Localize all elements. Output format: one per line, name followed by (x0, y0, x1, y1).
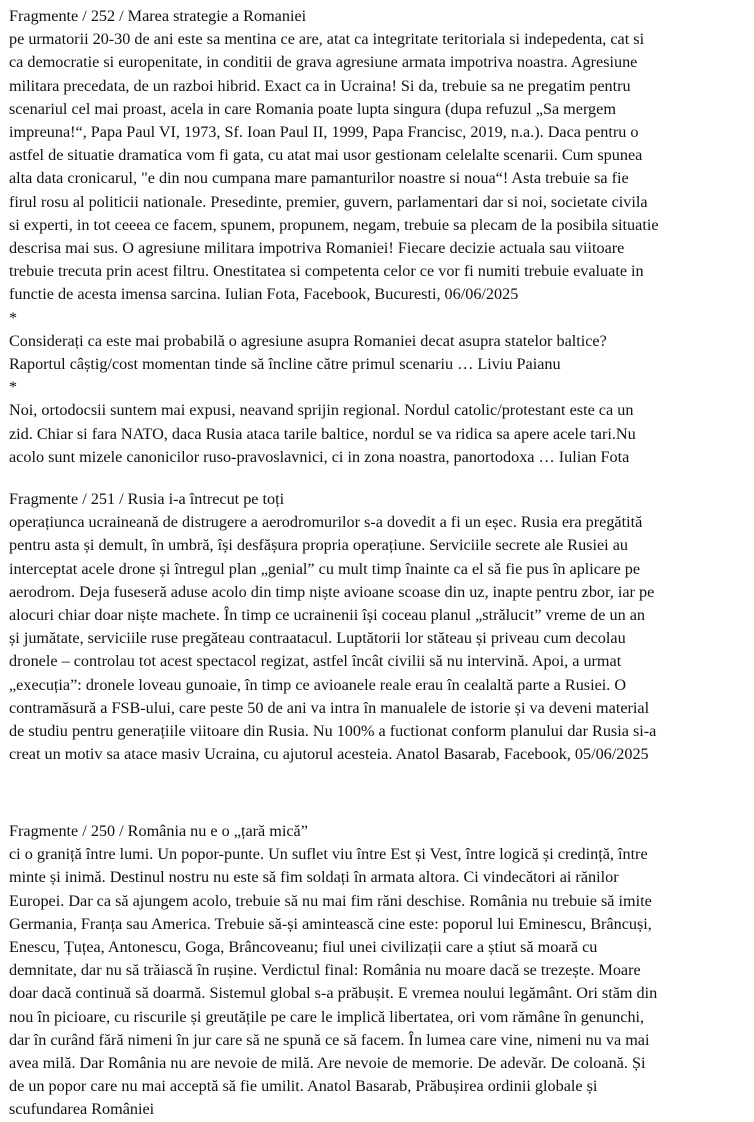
text-line: ci o graniță între lumi. Un popor-punte. Un suflet viu între Est și Vest, între logică și credință, între (9, 845, 648, 864)
fragment-title: Fragmente / 251 / Rusia i-a întrecut pe toți (9, 490, 285, 508)
fragment-title: Fragmente / 252 / Marea strategie a Romaniei (9, 7, 307, 25)
text-line: interceptat acele drone și întregul plan „genial” cu mult timp înainte ca el să fie pus în aplicare pe (9, 559, 641, 578)
text-line: Noi, ortodocsii suntem mai expusi, neavand sprijin regional. Nordul catolic/protestant este ca un (9, 401, 634, 420)
text-line: functie de acesta imensa sarcina. Iulian Fota, Facebook, Bucuresti, 06/06/2025 (9, 285, 519, 304)
text-line: pe urmatorii 20-30 de ani este sa mentina ce are, atat ca integritate teritoriala si indepedenta, cat si (9, 30, 645, 49)
text-line: zid. Chiar si fara NATO, daca Rusia ataca tarile baltice, nordul se va ridica sa apere acele tari.Nu (9, 424, 636, 443)
text-line: Germania, Franța sau America. Trebuie să-și amintească cine este: poporul lui Eminescu, Brâncuși, (9, 914, 652, 933)
fragment-252 (9, 5, 751, 469)
text-line: și jumătate, serviciile ruse pregăteau contraatacul. Luptătorii lor stăteau și priveau cum decolau (9, 629, 626, 648)
text-line: firul rosu al politicii nationale. Presedinte, premier, guvern, parlamentari dar si noi, societate civila (9, 192, 648, 211)
text-line: scenariul cel mai proast, acela in care Romania poate lupta singura (dupa refuzul „Sa mergem (9, 99, 616, 118)
text-line: pentru asta și demult, în umbră, își desfășura propria operațiune. Serviciile secrete ale Rusiei au (9, 536, 628, 555)
text-line: militara precedata, de un razboi hibrid. Exact ca in Ucraina! Si da, trebuie sa ne pregatim pentru (9, 76, 631, 95)
text-line: alta data cronicarul, "e din nou cumpana mare pamanturilor noastre si noua“! Asta trebuie sa fie (9, 169, 629, 188)
fragment-251 (9, 488, 751, 766)
text-line: demnitate, dar nu să trăiască în rușine. Verdictul final: România nu moare dacă se trezește. Moare (9, 961, 641, 980)
text-line: dar în curând fără nimeni în jur care să ne spună ce să facem. În lumea care vine, nimeni nu va mai (9, 1030, 650, 1049)
text-line: doar dacă continuă să doarmă. Sistemul global s-a prăbușit. E vremea noului legământ. Ori stăm din (9, 984, 658, 1003)
text-line: nou în picioare, cu riscurile și greutățile pe care le implică libertatea, ori vom rămâne în genunchi, (9, 1007, 645, 1026)
text-line: de studiu pentru generațiile viitoare din Rusia. Nu 100% a fuctionat conform planului dar Rusia si-a (9, 722, 657, 741)
text-line: creat un motiv sa atace masiv Ucraina, cu ajutorul acesteia. Anatol Basarab, Facebook, 05/06/2025 (9, 745, 649, 764)
text-line: Enescu, Țuțea, Antonescu, Goga, Brâncoveanu; fiul unei civilizații care a știut să moară cu (9, 938, 598, 957)
text-line: Europei. Dar ca să ajungem acolo, trebuie să nu mai fim răni deschise. România nu trebuie să imite (9, 891, 652, 910)
text-line: „execuția”: dronele loveau gunoaie, în timp ce avioanele reale erau în cealaltă parte a Rusiei. O (9, 675, 627, 694)
text-line: scufundarea României (9, 1100, 155, 1119)
text-line: operațiunca ucraineană de distrugere a aerodromurilor s-a dovedit a fi un eșec. Rusia era pregătită (9, 513, 643, 532)
text-line: aerodrom. Deja fuseseră aduse acolo din timp niște avioane scoase din uz, inapte pentru zbor, iar pe (9, 582, 655, 601)
text-line: minte și inimă. Destinul nostru nu este să fim soldați în armata altora. Ci vindecători ai rănilor (9, 868, 619, 887)
text-line: alocuri chiar doar niște machete. În timp ce ucrainenii își coceau planul „strălucit” vreme de un an (9, 606, 645, 625)
text-line: contramăsură a FSB-ului, care peste 50 de ani va intra în manualele de istorie și va deveni material (9, 698, 650, 717)
fragment-250 (9, 820, 751, 1122)
text-line: si experti, in tot ceeea ce facem, spunem, propunem, negam, trebuie sa plecam de la posibila situatie (9, 215, 659, 234)
text-line: impreuna!“, Papa Paul VI, 1973, Sf. Ioan Paul II, 1999, Papa Francisc, 2019, n.a.). Daca pentru o (9, 123, 639, 142)
text-line: Considerați ca este mai probabilă o agresiune asupra Romaniei decat asupra statelor baltice? (9, 331, 607, 350)
text-line: avea milă. Dar România nu are nevoie de milă. Are nevoie de memorie. De adevăr. De coloană. Și (9, 1054, 646, 1073)
text-line: acolo sunt mizele canonicilor ruso-pravoslavnici, ci in zona noastra, panortodoxa … Iulian Fota (9, 447, 630, 466)
text-line: astfel de situatie dramatica vom fi gata, cu atat mai usor gestionam celelalte scenarii. Cum spunea (9, 146, 643, 165)
text-line: descrisa mai sus. O agresiune militara impotriva Romaniei! Fiecare decizie actuala sau viitoare (9, 239, 625, 258)
text-line: * (9, 308, 18, 327)
text-line: trebuie trecuta prin acest filtru. Onestitatea si competenta celor ce vor fi numiti trebuie evaluate in (9, 262, 644, 281)
text-line: de un popor care nu mai acceptă să fie umilit. Anatol Basarab, Prăbușirea ordinii globale și (9, 1077, 598, 1096)
text-line: ca democratie si europenitate, in conditii de grava agresiune armata impotriva noastra. Agresiune (9, 53, 638, 72)
text-line: Raportul câștig/cost momentan tinde să încline către primul scenariu … Liviu Paianu (9, 355, 561, 374)
text-line: * (9, 378, 18, 397)
fragment-title: Fragmente / 250 / România nu e o „țară mică” (9, 822, 308, 840)
text-line: dronele – controlau tot acest spectacol regizat, astfel încât civilii să nu intervină. Apoi, a urmat (9, 652, 622, 671)
